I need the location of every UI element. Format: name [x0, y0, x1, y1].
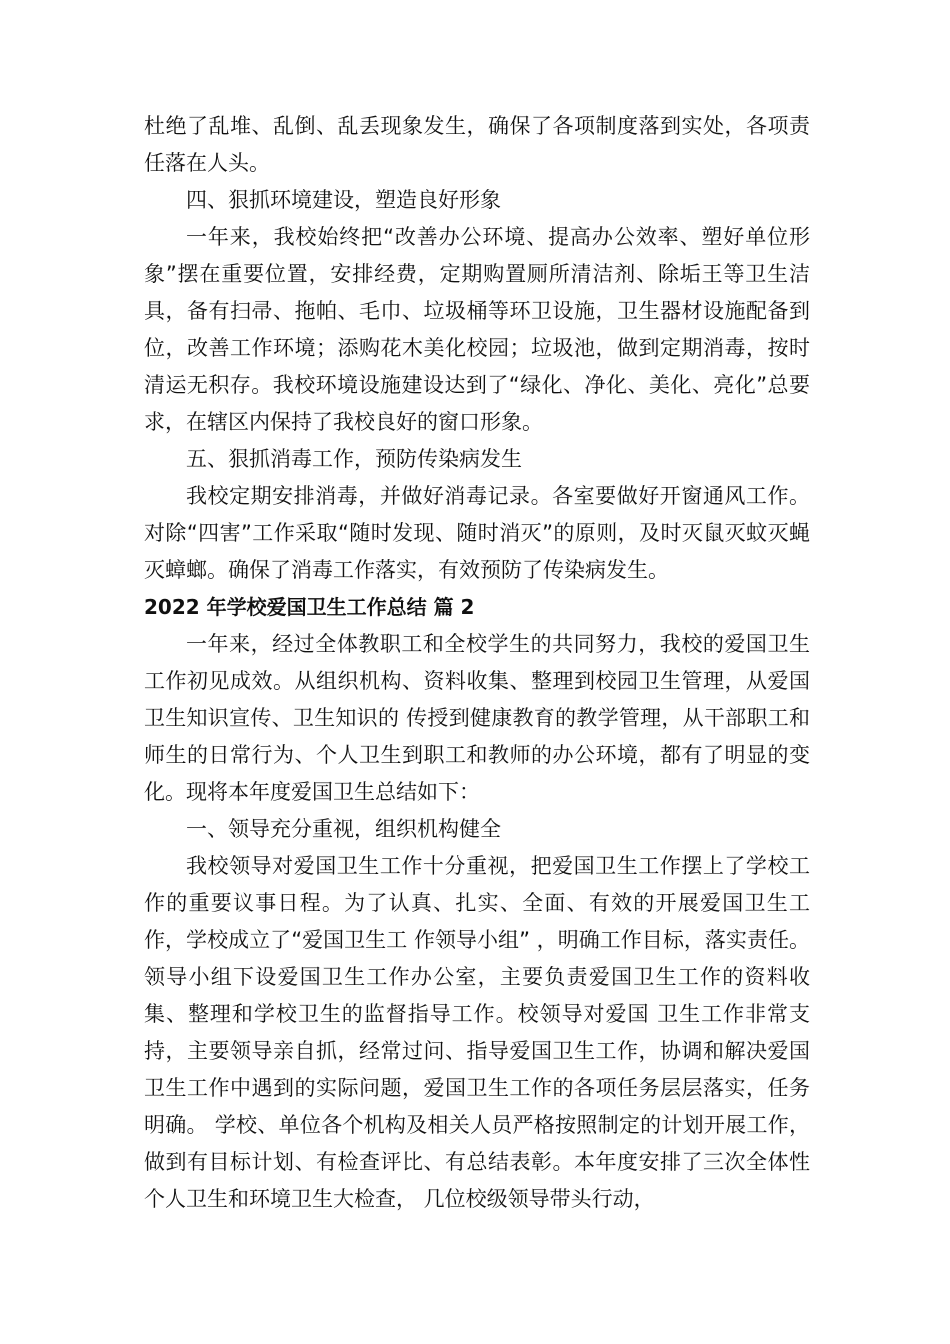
- article-title: 2022 年学校爱国卫生工作总结 篇 2: [144, 595, 475, 619]
- section-heading-environment: 四、狠抓环境建设，塑造良好形象: [186, 188, 501, 212]
- document-page: [144, 108, 810, 1218]
- section-heading-leadership: 一、领导充分重视，组织机构健全: [186, 817, 501, 841]
- paragraph-continuation: 杜绝了乱堆、乱倒、乱丢现象发生，确保了各项制度落到实处，各项责任落在人头。: [144, 114, 810, 175]
- section-heading-disinfection: 五、狠抓消毒工作，预防传染病发生: [186, 447, 522, 471]
- paragraph-disinfection: 我校定期安排消毒，并做好消毒记录。各室要做好开窗通风工作。对除“四害”工作采取“随时发现、随时消灭”的原则，及时灭鼠灭蚊灭蝇灭蟑螂。确保了消毒工作落实，有效预防了传染病发生。: [144, 484, 810, 582]
- paragraph-leadership: 我校领导对爱国卫生工作十分重视，把爱国卫生工作摆上了学校工作的重要议事日程。为了认真、扎实、全面、有效的开展爱国卫生工作，学校成立了“爱国卫生工 作领导小组” ，明确工作目标，落实责任。领导小组下设爱国卫生工作办公室，主要负责爱国卫生工作的资料收集、整理和学校卫生的监督指导工作。校领导对爱国 卫生工作非常支持，主要领导亲自抓，经常过问、指导爱国卫生工作，协调和解决爱国卫生工作中遇到的实际问题，爱国卫生工作的各项任务层层落实，任务明确。 学校、单位各个机构及相关人员严格按照制定的计划开展工作，做到有目标计划、有检查评比、有总结表彰。本年度安排了三次全体性个人卫生和环境卫生大检查， 几位校级领导带头行动，: [144, 854, 810, 1211]
- paragraph-environment: 一年来，我校始终把“改善办公环境、提高办公效率、塑好单位形象”摆在重要位置，安排经费，定期购置厕所清洁剂、除垢王等卫生洁具，备有扫帚、拖帕、毛巾、垃圾桶等环卫设施，卫生器材设施配备到位，改善工作环境；添购花木美化校园；垃圾池，做到定期消毒，按时清运无积存。我校环境设施建设达到了“绿化、净化、美化、亮化”总要求，在辖区内保持了我校良好的窗口形象。: [144, 225, 810, 434]
- paragraph-intro: 一年来，经过全体教职工和全校学生的共同努力，我校的爱国卫生工作初见成效。从组织机构、资料收集、整理到校园卫生管理，从爱国卫生知识宣传、卫生知识的 传授到健康教育的教学管理，从干部职工和师生的日常行为、个人卫生到职工和教师的办公环境，都有了明显的变化。现将本年度爱国卫生总结如下：: [144, 632, 810, 804]
